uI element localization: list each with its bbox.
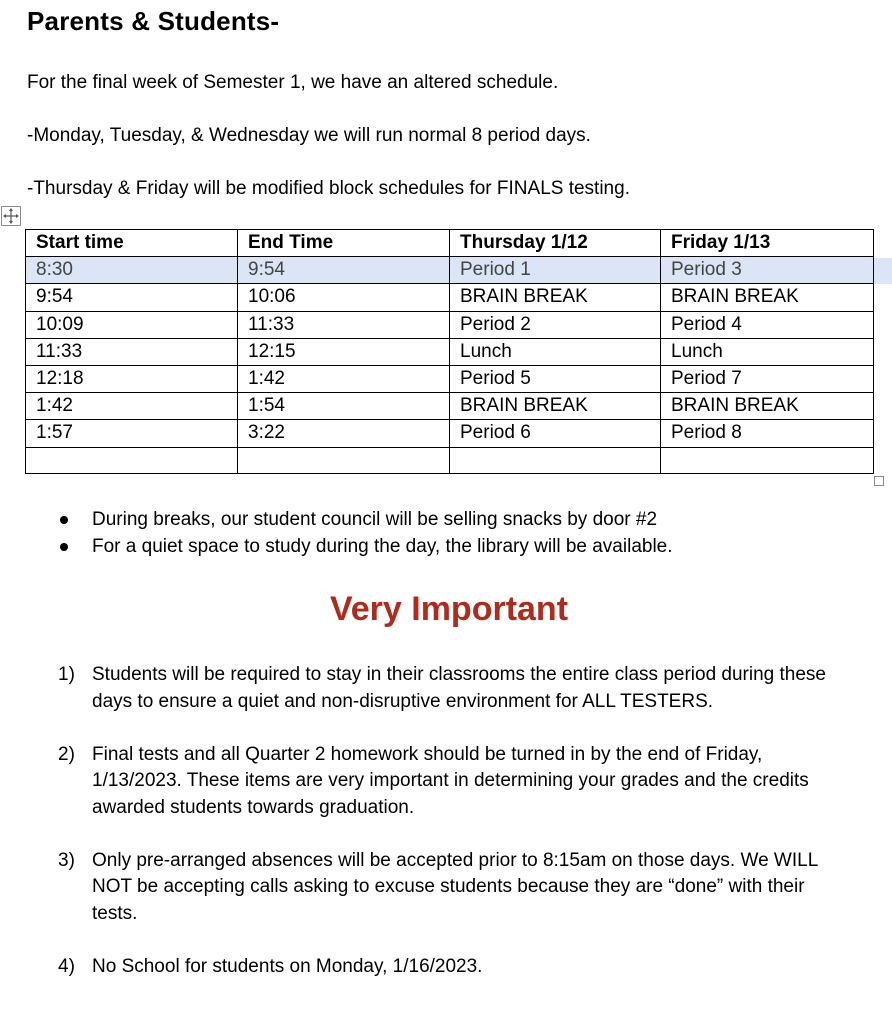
table-cell[interactable]: BRAIN BREAK (661, 284, 874, 311)
item-number: 4) (58, 955, 75, 977)
table-cell[interactable]: 1:54 (238, 393, 450, 420)
item-text: Only pre-arranged absences will be accepted prior to 8:15am on those days. We WILL NOT be accepting calls asking to excuse students because they are “done” with their tests. (92, 849, 819, 924)
table-row[interactable] (26, 420, 874, 447)
table-cell[interactable]: BRAIN BREAK (661, 393, 874, 420)
table-cell[interactable] (661, 447, 874, 473)
table-cell[interactable] (238, 447, 450, 473)
table-move-icon[interactable] (1, 206, 21, 226)
table-cell[interactable]: Period 3 (661, 257, 874, 284)
item-number: 2) (58, 743, 75, 765)
table-cell[interactable]: BRAIN BREAK (450, 393, 661, 420)
bullet-list (0, 506, 673, 560)
bullet-icon (60, 516, 68, 524)
list-item-text: For a quiet space to study during the day, the library will be available. (92, 536, 673, 557)
table-row[interactable] (26, 257, 874, 284)
item-text: Students will be required to stay in their classrooms the entire class period during these days to ensure a quiet and non-disruptive environment for ALL TESTERS. (92, 664, 826, 712)
table-cell[interactable]: 8:30 (26, 257, 238, 284)
bullet-icon (60, 543, 68, 551)
table-row[interactable] (26, 338, 874, 365)
table-cell[interactable]: BRAIN BREAK (450, 284, 661, 311)
table-row-empty[interactable] (26, 447, 874, 473)
table-cell[interactable]: 10:06 (238, 284, 450, 311)
header-start-time: Start time (26, 230, 238, 257)
table-cell[interactable] (450, 447, 661, 473)
numbered-list (0, 662, 892, 980)
thu-fri-paragraph: -Thursday & Friday will be modified block schedules for FINALS testing. (27, 178, 630, 199)
table-cell[interactable]: Period 7 (661, 365, 874, 392)
numbered-item (0, 742, 892, 822)
table-cell[interactable]: Period 5 (450, 365, 661, 392)
table-cell[interactable]: Period 1 (450, 257, 661, 284)
table-cell[interactable]: 12:15 (238, 338, 450, 365)
table-cell[interactable]: Lunch (450, 338, 661, 365)
table-cell[interactable]: Period 6 (450, 420, 661, 447)
schedule-table (25, 229, 874, 474)
list-item (0, 506, 673, 533)
header-thursday: Thursday 1/12 (450, 230, 661, 257)
table-cell[interactable]: 3:22 (238, 420, 450, 447)
table-cell[interactable]: 1:57 (26, 420, 238, 447)
item-number: 1) (58, 664, 75, 685)
table-cell[interactable]: 1:42 (238, 365, 450, 392)
table-cell[interactable]: Period 4 (661, 311, 874, 338)
table-cell[interactable]: Period 2 (450, 311, 661, 338)
table-row[interactable] (26, 284, 874, 311)
table-cell[interactable]: 11:33 (238, 311, 450, 338)
list-item-text: During breaks, our student council will be selling snacks by door #2 (92, 509, 658, 530)
important-heading: Very Important (329, 590, 569, 628)
item-text: No School for students on Monday, 1/16/2023. (92, 955, 483, 977)
table-cell[interactable]: 9:54 (238, 257, 450, 284)
header-friday: Friday 1/13 (661, 230, 874, 257)
mon-wed-paragraph: -Monday, Tuesday, & Wednesday we will run normal 8 period days. (27, 125, 591, 146)
intro-paragraph: For the final week of Semester 1, we have an altered schedule. (27, 72, 559, 93)
numbered-item (0, 848, 892, 928)
item-text: Final tests and all Quarter 2 homework should be turned in by the end of Friday, 1/13/2023. These items are very important in determining your grades and the credits awarded students towards graduation. (92, 743, 809, 818)
table-cell[interactable]: 1:42 (26, 393, 238, 420)
table-header-row (26, 230, 874, 257)
table-cell[interactable]: 9:54 (26, 284, 238, 311)
table-move-icon-glyph (2, 207, 20, 225)
table-row[interactable] (26, 393, 874, 420)
selection-highlight (873, 258, 892, 284)
item-number: 3) (58, 849, 75, 871)
table-cell[interactable]: Lunch (661, 338, 874, 365)
list-item (0, 533, 673, 560)
table-cell[interactable] (26, 447, 238, 473)
page-title: Parents & Students- (27, 6, 280, 36)
numbered-item (0, 662, 892, 715)
table-resize-handle[interactable] (874, 476, 884, 486)
table-cell[interactable]: 10:09 (26, 311, 238, 338)
numbered-item (0, 954, 892, 981)
table-cell[interactable]: Period 8 (661, 420, 874, 447)
table-row[interactable] (26, 311, 874, 338)
header-end-time: End Time (238, 230, 450, 257)
table-cell[interactable]: 12:18 (26, 365, 238, 392)
table-cell[interactable]: 11:33 (26, 338, 238, 365)
table-row[interactable] (26, 365, 874, 392)
